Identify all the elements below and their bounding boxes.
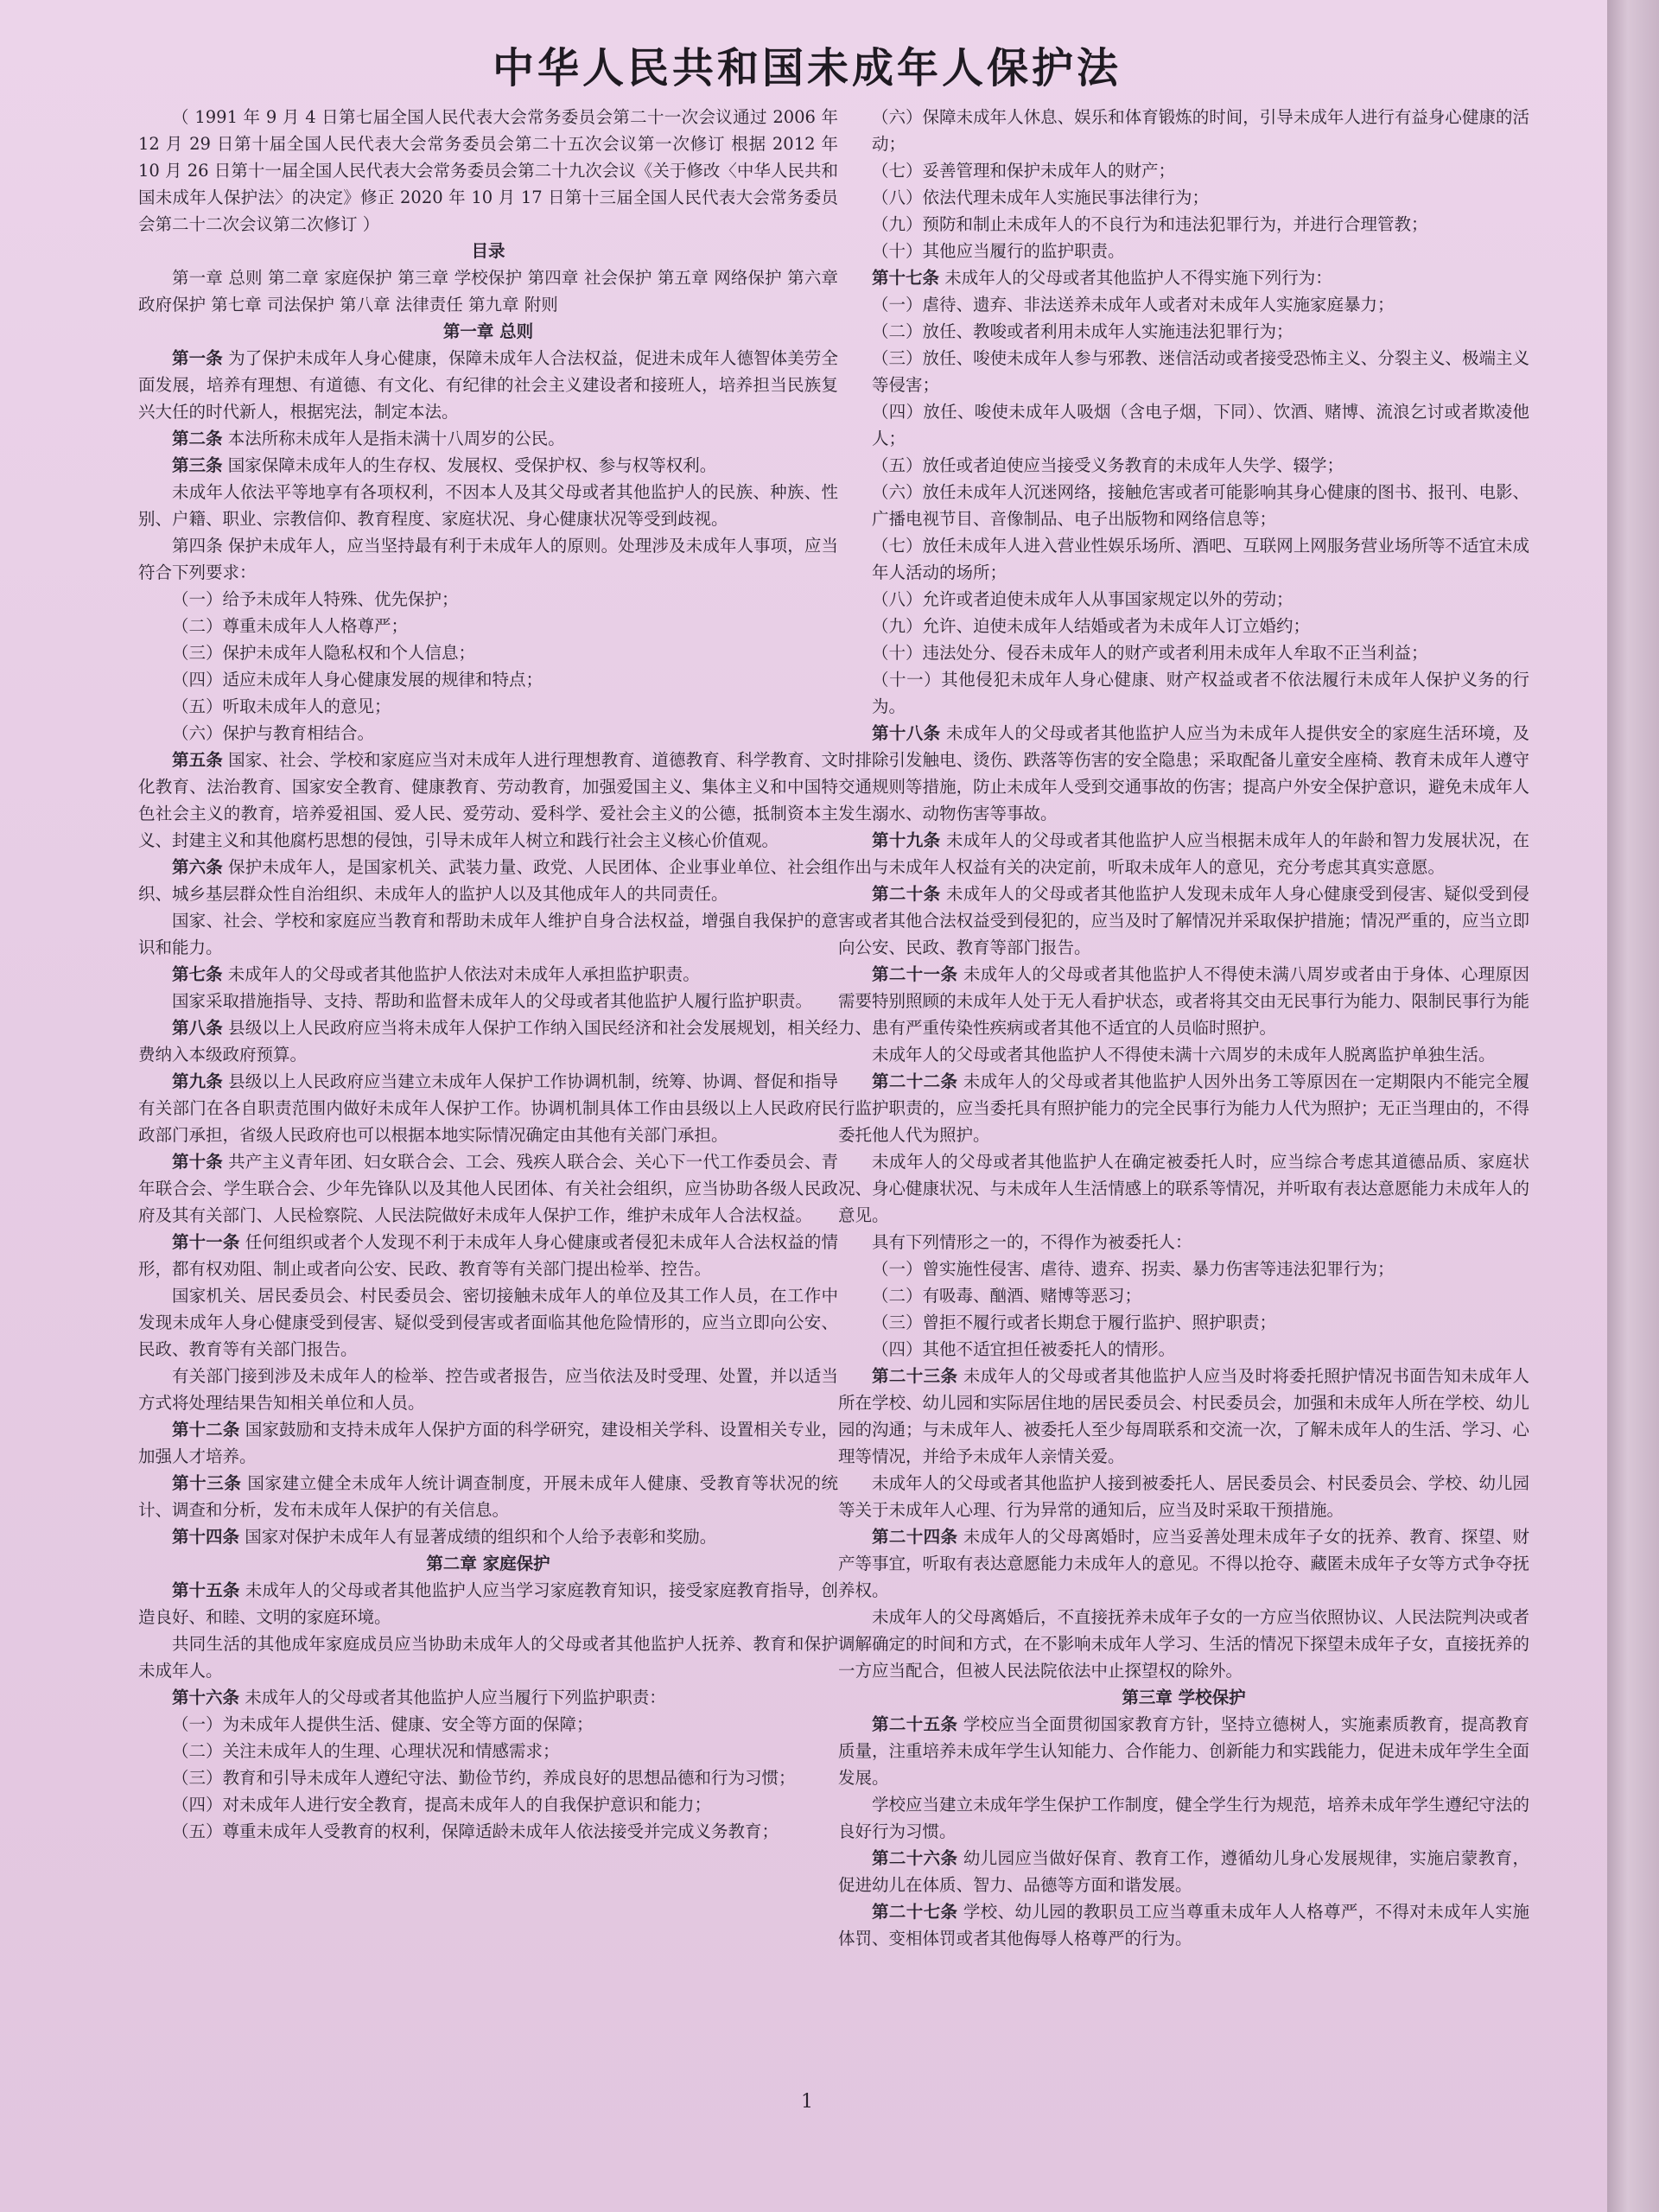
list-item: （六）保护与教育相结合。: [172, 723, 375, 743]
article-19: [838, 827, 1529, 880]
article-text: 县级以上人民政府应当建立未成年人保护工作协调机制，统筹、协调、督促和指导有关部门在各自职责范围内做好未成年人保护工作。协调机制具体工作由县级以上人民政府民政部门承担，省级人民政府也可以根据本地实际情况确定由其他有关部门承担。: [138, 1071, 838, 1145]
article-text: 国家建立健全未成年人统计调查制度，开展未成年人健康、受教育等状况的统计、调查和分析，发布未成年人保护的有关信息。: [138, 1473, 838, 1520]
list-item: （三）曾拒不履行或者长期怠于履行监护、照护职责；: [872, 1313, 1277, 1332]
document-title: 中华人民共和国未成年人保护法: [492, 44, 1122, 92]
chapter-heading: 第三章 学校保护: [1122, 1688, 1246, 1707]
article-label: 第九条: [172, 1071, 223, 1091]
article-label: 第二十二条: [872, 1071, 958, 1091]
article-label: 第二十四条: [872, 1527, 958, 1547]
list-item: （四）适应未成年人身心健康发展的规律和特点；: [172, 670, 543, 690]
paragraph: 未成年人的父母离婚后，不直接抚养未成年子女的一方应当依照协议、人民法院判决或者调解确定的时间和方式，在不影响未成年人学习、生活的情况下探望未成年子女，直接抚养的一方应当配合，但被人民法院依法中止探望权的除外。: [838, 1607, 1529, 1681]
list-item: （四）其他不适宜担任被委托人的情形。: [872, 1339, 1176, 1359]
list-item: （一）给予未成年人特殊、优先保护；: [172, 589, 459, 609]
article-label: 第十八条: [872, 723, 941, 743]
article-27: [838, 1898, 1529, 1952]
chapter-heading: 第一章 总则: [442, 321, 534, 341]
article-text: 国家鼓励和支持未成年人保护方面的科学研究，建设相关学科、设置相关专业，加强人才培养。: [138, 1420, 838, 1466]
article-7: [138, 961, 838, 988]
article-text: 任何组织或者个人发现不利于未成年人身心健康或者侵犯未成年人合法权益的情形，都有权劝阻、制止或者向公安、民政、教育等有关部门提出检举、控告。: [138, 1232, 838, 1279]
toc-heading: 目录: [471, 241, 505, 261]
paragraph: 具有下列情形之一的，不得作为被委托人：: [872, 1232, 1192, 1252]
article-label: 第十七条: [872, 268, 940, 288]
left-column: [138, 104, 838, 2074]
article-text: 未成年人的父母或者其他监护人不得使未满八周岁或者由于身体、心理原因需要特别照顾的未成年人处于无人看护状态，或者将其交由无民事行为能力、限制民事行为能力、患有严重传染性疾病或者其他不适宜的人员临时照护。: [838, 964, 1529, 1038]
article-9: [138, 1068, 838, 1148]
list-item: （五）放任或者迫使应当接受义务教育的未成年人失学、辍学；: [872, 455, 1344, 475]
article-label: 第二十一条: [872, 964, 958, 984]
paragraph: 未成年人的父母或者其他监护人不得使未满十六周岁的未成年人脱离监护单独生活。: [872, 1045, 1496, 1065]
article-text: 未成年人的父母或者其他监护人应当学习家庭教育知识，接受家庭教育指导，创造良好、和睦、文明的家庭环境。: [138, 1580, 838, 1627]
list-item: （一）虐待、遗弃、非法送养未成年人或者对未成年人实施家庭暴力；: [872, 295, 1395, 315]
list-item: （七）妥善管理和保护未成年人的财产；: [872, 161, 1176, 181]
article-label: 第六条: [172, 857, 223, 877]
article-5: [138, 747, 838, 854]
article-label: 第二十五条: [872, 1714, 958, 1734]
paragraph: 共同生活的其他成年家庭成员应当协助未成年人的父母或者其他监护人抚养、教育和保护未成年人。: [138, 1634, 838, 1681]
list-item: （九）预防和制止未成年人的不良行为和违法犯罪行为，并进行合理管教；: [872, 214, 1428, 234]
page-edge-shadow: [1607, 0, 1659, 2212]
article-1: [138, 345, 838, 425]
article-text: 未成年人的父母或者其他监护人依法对未成年人承担监护职责。: [227, 964, 700, 984]
article-13: [138, 1470, 838, 1523]
list-item: （十）违法处分、侵吞未成年人的财产或者利用未成年人牟取不正当利益；: [872, 643, 1428, 663]
paragraph: 学校应当建立未成年学生保护工作制度，健全学生行为规范，培养未成年学生遵纪守法的良好行为习惯。: [838, 1795, 1529, 1841]
paragraph: 未成年人的父母或者其他监护人接到被委托人、居民委员会、村民委员会、学校、幼儿园等关于未成年人心理、行为异常的通知后，应当及时采取干预措施。: [838, 1473, 1529, 1520]
list-item: （三）教育和引导未成年人遵纪守法、勤俭节约，养成良好的思想品德和行为习惯；: [172, 1768, 796, 1788]
article-text: 未成年人的父母或者其他监护人发现未成年人身心健康受到侵害、疑似受到侵害或者其他合法权益受到侵犯的，应当及时了解情况并采取保护措施；情况严重的，应当立即向公安、民政、教育等部门报告。: [838, 884, 1529, 957]
article-label: 第二十六条: [872, 1848, 958, 1868]
list-item: （七）放任未成年人进入营业性娱乐场所、酒吧、互联网上网服务营业场所等不适宜未成年人活动的场所；: [872, 536, 1529, 582]
article-24: [838, 1523, 1529, 1604]
article-text: 未成年人的父母离婚时，应当妥善处理未成年子女的抚养、教育、探望、财产等事宜，听取有表达意愿能力未成年人的意见。不得以抢夺、藏匿未成年子女等方式争夺抚养权。: [838, 1527, 1529, 1600]
article-label: 第十二条: [172, 1420, 240, 1440]
article-label: 第十五条: [172, 1580, 240, 1600]
article-text: 国家保障未成年人的生存权、发展权、受保护权、参与权等权利。: [227, 455, 717, 475]
article-text: 未成年人的父母或者其他监护人因外出务工等原因在一定期限内不能完全履行监护职责的，应当委托具有照护能力的完全民事行为能力人代为照护；无正当理由的，不得委托他人代为照护。: [838, 1071, 1529, 1145]
page-number: 1: [801, 2091, 813, 2113]
list-item: （五）尊重未成年人受教育的权利，保障适龄未成年人依法接受并完成义务教育；: [172, 1821, 779, 1841]
article-20: [838, 880, 1529, 961]
article-text: 国家对保护未成年人有显著成绩的组织和个人给予表彰和奖励。: [245, 1527, 717, 1547]
article-label: 第十一条: [172, 1232, 240, 1252]
article-26: [838, 1845, 1529, 1898]
article-23: [838, 1363, 1529, 1470]
article-text: 县级以上人民政府应当将未成年人保护工作纳入国民经济和社会发展规划，相关经费纳入本级政府预算。: [138, 1018, 838, 1065]
paragraph: 有关部门接到涉及未成年人的检举、控告或者报告，应当依法及时受理、处置，并以适当方式将处理结果告知相关单位和人员。: [138, 1366, 838, 1413]
article-text: 为了保护未成年人身心健康，保障未成年人合法权益，促进未成年人德智体美劳全面发展，培养有理想、有道德、有文化、有纪律的社会主义建设者和接班人，培养担当民族复兴大任的时代新人，根据宪法，制定本法。: [138, 348, 838, 422]
article-label: 第三条: [172, 455, 223, 475]
list-item: （十一）其他侵犯未成年人身心健康、财产权益或者不依法履行未成年人保护义务的行为。: [872, 670, 1529, 716]
article-6: [138, 854, 838, 907]
article-21: [838, 961, 1529, 1041]
article-18: [838, 720, 1529, 827]
paragraph: 国家机关、居民委员会、村民委员会、密切接触未成年人的单位及其工作人员，在工作中发现未成年人身心健康受到侵害、疑似受到侵害或者面临其他危险情形的，应当立即向公安、民政、教育等有关部门报告。: [138, 1286, 838, 1359]
article-12: [138, 1416, 838, 1470]
article-text: 共产主义青年团、妇女联合会、工会、残疾人联合会、关心下一代工作委员会、青年联合会、学生联合会、少年先锋队以及其他人民团体、有关社会组织，应当协助各级人民政府及其有关部门、人民检察院、人民法院做好未成年人保护工作，维护未成年人合法权益。: [138, 1152, 838, 1225]
article-label: 第十九条: [872, 830, 941, 850]
list-item: （九）允许、迫使未成年人结婚或者为未成年人订立婚约；: [872, 616, 1311, 636]
article-2: [138, 425, 838, 452]
preamble: （ 1991 年 9 月 4 日第七届全国人民代表大会常务委员会第二十一次会议通过 2006 年 12 月 29 日第十届全国人民代表大会常务委员会第二十五次会议第一次修订 根据 2012 年 10 月 26 日第十一届全国人民代表大会常务委员会第二十九次会议《关于修改〈中华人民共和国未成年人保护法〉的决定》修正 2020 年 10 月 17 日第十三届全国人民代表大会常务委员会第二十二次会议第二次修订 ）: [138, 107, 838, 234]
article-label: 第五条: [172, 750, 223, 770]
article-14: [138, 1523, 838, 1550]
paragraph: 国家、社会、学校和家庭应当教育和帮助未成年人维护自身合法权益，增强自我保护的意识和能力。: [138, 911, 838, 957]
right-column: [838, 104, 1529, 2074]
article-label: 第十六条: [172, 1688, 240, 1707]
article-3: [138, 452, 838, 479]
article-text: 幼儿园应当做好保育、教育工作，遵循幼儿身心发展规律，实施启蒙教育，促进幼儿在体质、智力、品德等方面和谐发展。: [838, 1848, 1529, 1895]
article-16: [138, 1684, 838, 1711]
list-item: （四）放任、唆使未成年人吸烟（含电子烟，下同）、饮酒、赌博、流浪乞讨或者欺凌他人；: [872, 402, 1529, 448]
article-label: 第八条: [172, 1018, 223, 1038]
list-item: （二）有吸毒、酗酒、赌博等恶习；: [872, 1286, 1142, 1306]
article-label: 第二十三条: [872, 1366, 958, 1386]
chapter-heading: 第二章 家庭保护: [426, 1554, 550, 1573]
article-label: 第十三条: [172, 1473, 242, 1493]
list-item: （一）曾实施性侵害、虐待、遗弃、拐卖、暴力伤害等违法犯罪行为；: [872, 1259, 1395, 1279]
article-label: 第四条: [172, 536, 223, 556]
list-item: （二）关注未成年人的生理、心理状况和情感需求；: [172, 1741, 560, 1761]
article-text: 未成年人的父母或者其他监护人应当履行下列监护职责：: [245, 1688, 666, 1707]
article-text: 未成年人的父母或者其他监护人应当为未成年人提供安全的家庭生活环境，及时排除引发触电、烫伤、跌落等伤害的安全隐患；采取配备儿童安全座椅、教育未成年人遵守交通规则等措施，防止未成年人受到交通事故的伤害；提高户外安全保护意识，避免未成年人发生溺水、动物伤害等事故。: [838, 723, 1529, 823]
paragraph: 国家采取措施指导、支持、帮助和监督未成年人的父母或者其他监护人履行监护职责。: [172, 991, 813, 1011]
article-8: [138, 1014, 838, 1068]
list-item: （八）依法代理未成年人实施民事法律行为；: [872, 188, 1210, 207]
article-15: [138, 1577, 838, 1630]
toc-text: 第一章 总则 第二章 家庭保护 第三章 学校保护 第四章 社会保护 第五章 网络保护 第六章 政府保护 第七章 司法保护 第八章 法律责任 第九章 附则: [138, 268, 838, 315]
article-text: 国家、社会、学校和家庭应当对未成年人进行理想教育、道德教育、科学教育、文化教育、法治教育、国家安全教育、健康教育、劳动教育，加强爱国主义、集体主义和中国特色社会主义的教育，培养爱祖国、爱人民、爱劳动、爱科学、爱社会主义的公德，抵制资本主义、封建主义和其他腐朽思想的侵蚀，引导未成年人树立和践行社会主义核心价值观。: [138, 750, 838, 850]
article-text: 保护未成年人，是国家机关、武装力量、政党、人民团体、企业事业单位、社会组织、城乡基层群众性自治组织、未成年人的监护人以及其他成年人的共同责任。: [138, 857, 838, 904]
article-text: 未成年人的父母或者其他监护人不得实施下列行为：: [944, 268, 1332, 288]
article-label: 第十条: [172, 1152, 223, 1172]
list-item: （三）放任、唆使未成年人参与邪教、迷信活动或者接受恐怖主义、分裂主义、极端主义等侵害；: [872, 348, 1529, 395]
list-item: （六）放任未成年人沉迷网络，接触危害或者可能影响其身心健康的图书、报刊、电影、广播电视节目、音像制品、电子出版物和网络信息等；: [872, 482, 1529, 529]
paragraph: 未成年人的父母或者其他监护人在确定被委托人时，应当综合考虑其道德品质、家庭状况、身心健康状况、与未成年人生活情感上的联系等情况，并听取有表达意愿能力未成年人的意见。: [838, 1152, 1529, 1225]
article-label: 第一条: [172, 348, 223, 368]
list-item: （十）其他应当履行的监护职责。: [872, 241, 1125, 261]
list-item: （三）保护未成年人隐私权和个人信息；: [172, 643, 476, 663]
article-label: 第十四条: [172, 1527, 240, 1547]
article-text: 保护未成年人，应当坚持最有利于未成年人的原则。处理涉及未成年人事项，应当符合下列要求：: [138, 536, 838, 582]
article-11: [138, 1229, 838, 1282]
paragraph: 未成年人依法平等地享有各项权利，不因本人及其父母或者其他监护人的民族、种族、性别、户籍、职业、宗教信仰、教育程度、家庭状况、身心健康状况等受到歧视。: [138, 482, 838, 529]
article-text: 学校应当全面贯彻国家教育方针，坚持立德树人，实施素质教育，提高教育质量，注重培养未成年学生认知能力、合作能力、创新能力和实践能力，促进未成年学生全面发展。: [838, 1714, 1529, 1788]
list-item: （二）放任、教唆或者利用未成年人实施违法犯罪行为；: [872, 321, 1294, 341]
list-item: （四）对未成年人进行安全教育，提高未成年人的自我保护意识和能力；: [172, 1795, 712, 1815]
list-item: （八）允许或者迫使未成年人从事国家规定以外的劳动；: [872, 589, 1294, 609]
list-item: （一）为未成年人提供生活、健康、安全等方面的保障；: [172, 1714, 594, 1734]
article-label: 第二条: [172, 429, 223, 448]
article-text: 未成年人的父母或者其他监护人应当根据未成年人的年龄和智力发展状况，在作出与未成年人权益有关的决定前，听取未成年人的意见，充分考虑其真实意愿。: [838, 830, 1529, 877]
article-text: 学校、幼儿园的教职员工应当尊重未成年人人格尊严，不得对未成年人实施体罚、变相体罚或者其他侮辱人格尊严的行为。: [838, 1902, 1529, 1948]
article-text: 本法所称未成年人是指未满十八周岁的公民。: [227, 429, 565, 448]
list-item: （二）尊重未成年人人格尊严；: [172, 616, 409, 636]
article-25: [838, 1711, 1529, 1791]
list-item: （五）听取未成年人的意见；: [172, 696, 391, 716]
article-text: 未成年人的父母或者其他监护人应当及时将委托照护情况书面告知未成年人所在学校、幼儿园和实际居住地的居民委员会、村民委员会，加强和未成年人所在学校、幼儿园的沟通；与未成年人、被委托人至少每周联系和交流一次，了解未成年人的生活、学习、心理等情况，并给予未成年人亲情关爱。: [838, 1366, 1529, 1466]
article-22: [838, 1068, 1529, 1148]
article-label: 第二十条: [872, 884, 941, 904]
article-label: 第七条: [172, 964, 223, 984]
article-10: [138, 1148, 838, 1229]
article-4: [138, 532, 838, 586]
article-label: 第二十七条: [872, 1902, 958, 1922]
article-17: [838, 264, 1529, 291]
list-item: （六）保障未成年人休息、娱乐和体育锻炼的时间，引导未成年人进行有益身心健康的活动；: [872, 107, 1529, 154]
